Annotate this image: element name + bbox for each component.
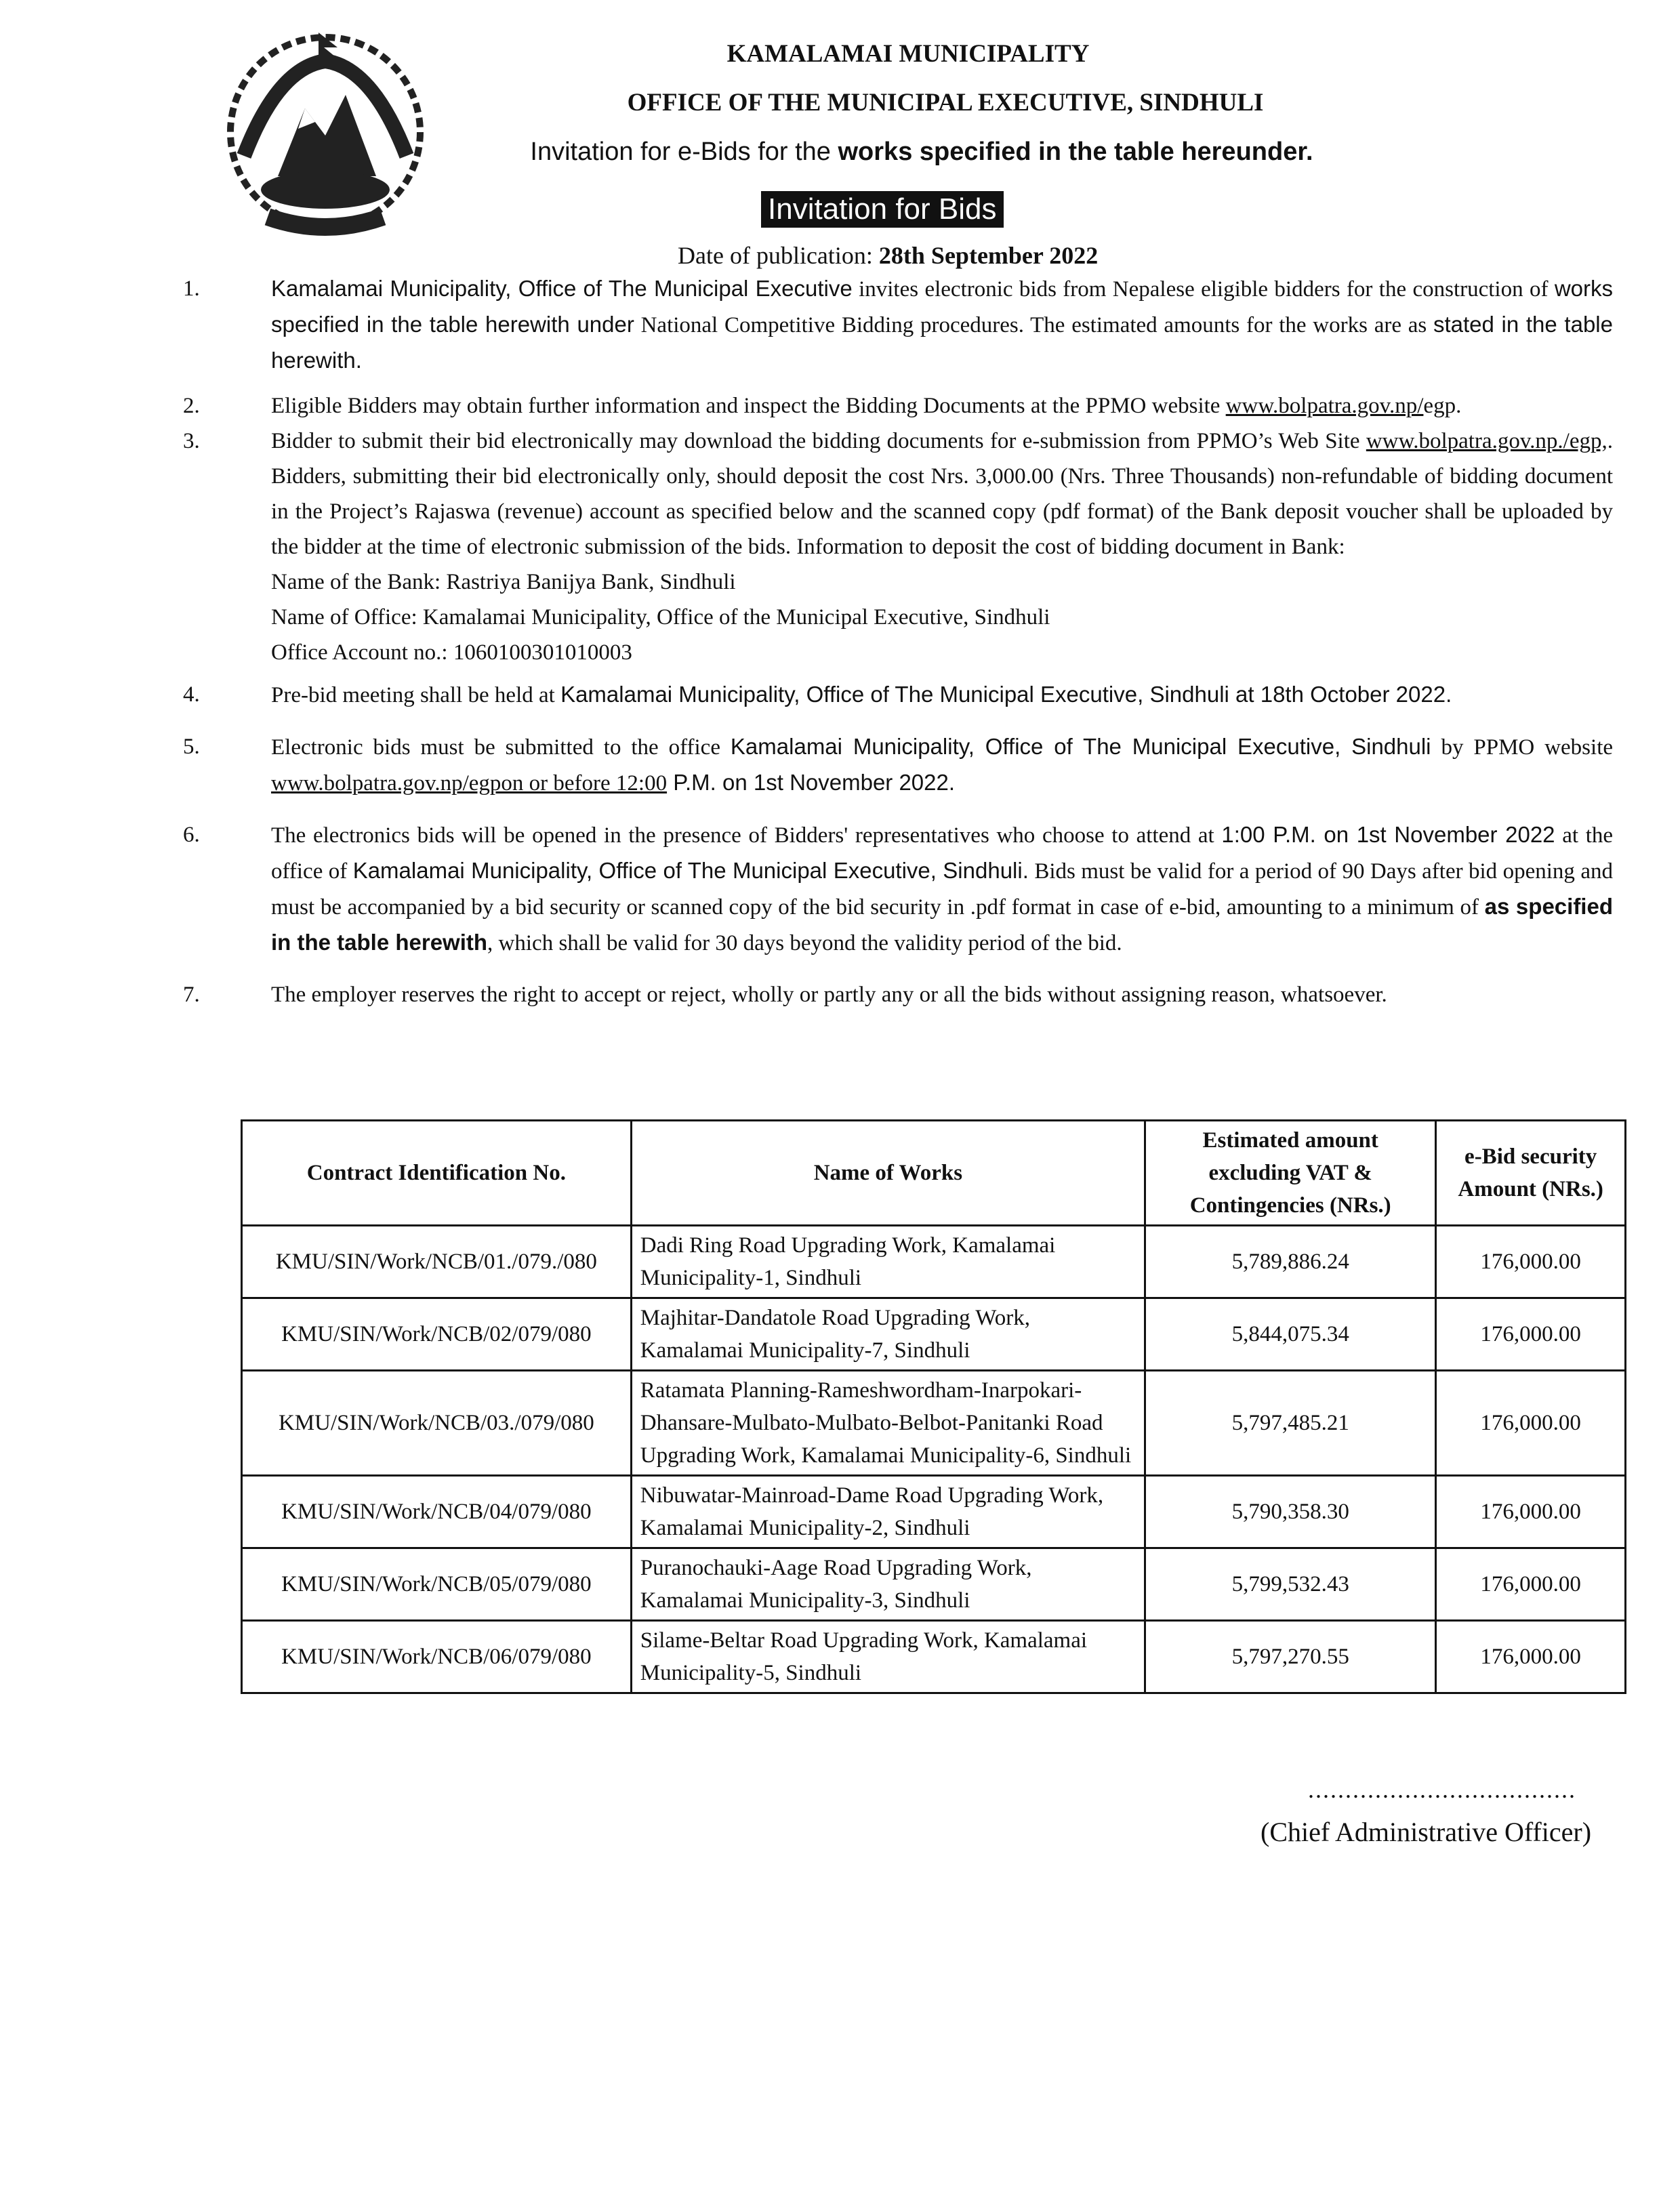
clause-text-part: invites electronic bids from Nepalese eligible bidders for the construction of [852, 277, 1555, 302]
table-row [242, 1621, 1626, 1693]
cell-bid-security: 176,000.00 [1436, 1371, 1626, 1476]
cell-name-of-works: Ratamata Planning-Rameshwordham-Inarpokari-Dhansare-Mulbato-Mulbato-Belbot-Panitanki Road Upgrading Work, Kamalamai Municipality-6, Sindhuli [631, 1371, 1145, 1476]
publication-date-value: 28th September 2022 [878, 242, 1099, 269]
clause-text-part: The electronics bids will be opened in the presence of Bidders' representatives who choose to attend at [271, 823, 1222, 848]
clause-number: 6. [183, 823, 200, 847]
cell-estimated-amount: 5,799,532.43 [1145, 1548, 1436, 1621]
cell-name-of-works: Puranochauki-Aage Road Upgrading Work, Kamalamai Municipality-3, Sindhuli [631, 1548, 1145, 1621]
col-header-estimated-amount: Estimated amount excluding VAT & Contingencies (NRs.) [1145, 1121, 1436, 1226]
cell-bid-security: 176,000.00 [1436, 1548, 1626, 1621]
cell-contract-id: KMU/SIN/Work/NCB/02/079/080 [242, 1298, 632, 1371]
clause-text [271, 271, 1613, 379]
clause-item [163, 977, 1613, 1012]
clause-text-part: Kamalamai Municipality, Office of The Municipal Executive, Sindhuli. [352, 858, 1029, 883]
clause-text-part: . Bidders, submitting their bid electronically only, should deposit the cost Nrs. 3,000.00 (Nrs. Three Thousands) non-refundable of bidding document in the Project’s Rajaswa (revenue) account as specified below and the scanned copy (pdf format) of the Bank deposit voucher shall be uploaded by the bidder at the time of electronic submission of the bids. Information to deposit the cost of bidding document in Bank: [271, 429, 1613, 559]
publication-date-label: Date of publication: [678, 242, 879, 269]
clause-text-part: Bidder to submit their bid electronically may download the bidding documents for e-submission from PPMO’s Web Site [271, 429, 1366, 453]
cell-estimated-amount: 5,797,270.55 [1145, 1621, 1436, 1693]
clause-number: 3. [183, 429, 200, 453]
clause-text [271, 677, 1613, 713]
clause-text-part: stated in the table herewith. [271, 312, 1613, 373]
ppmo-link[interactable]: www.bolpatra.gov.np/egpon or before 12:00 [271, 771, 668, 796]
clause-item [163, 388, 1613, 424]
table-row [242, 1371, 1626, 1476]
clause-text-part: Kamalamai Municipality, Office of The Municipal Executive, Sindhuli [560, 682, 1229, 707]
cell-name-of-works: Silame-Beltar Road Upgrading Work, Kamalamai Municipality-5, Sindhuli [631, 1621, 1145, 1693]
invitation-subtitle-bold: works specified in the table hereunder. [838, 138, 1313, 166]
clause-item [163, 424, 1613, 670]
publication-date [678, 241, 1098, 270]
table-row [242, 1476, 1626, 1548]
clause-text-part: egp. [1423, 394, 1462, 418]
clause-number: 5. [183, 735, 200, 759]
clause-text-part: 1:00 P.M. on 1st November 2022 [1221, 822, 1555, 847]
cell-bid-security: 176,000.00 [1436, 1226, 1626, 1298]
cell-name-of-works: Dadi Ring Road Upgrading Work, Kamalamai Municipality-1, Sindhuli [631, 1226, 1145, 1298]
clause-text [271, 977, 1613, 1012]
cell-contract-id: KMU/SIN/Work/NCB/03./079/080 [242, 1371, 632, 1476]
signatory-title: (Chief Administrative Officer) [1261, 1817, 1592, 1847]
col-header-contract-id: Contract Identification No. [242, 1121, 632, 1226]
cell-estimated-amount: 5,789,886.24 [1145, 1226, 1436, 1298]
cell-contract-id: KMU/SIN/Work/NCB/01./079./080 [242, 1226, 632, 1298]
office-name-line: Name of Office: Kamalamai Municipality, Office of the Municipal Executive, Sindhuli [271, 605, 1050, 629]
clause-text-part: at 18th October 2022. [1229, 682, 1452, 707]
invitation-banner: Invitation for Bids [761, 191, 1004, 228]
clause-text-part: P.M. on 1st November 2022. [667, 770, 956, 795]
col-header-name-of-works: Name of Works [631, 1121, 1145, 1226]
clause-text-part: National Competitive Bidding procedures. The estimated amounts for the works are as [634, 313, 1433, 337]
clause-list [163, 271, 1613, 1012]
clause-text [271, 388, 1613, 424]
clause-text [271, 424, 1613, 670]
clause-text [271, 729, 1613, 801]
clause-item [163, 729, 1613, 801]
clause-number: 2. [183, 394, 200, 418]
bank-name: Name of the Bank: Rastriya Banijya Bank, Sindhuli [271, 570, 736, 594]
cell-estimated-amount: 5,790,358.30 [1145, 1476, 1436, 1548]
clause-number: 7. [183, 983, 200, 1007]
ppmo-link[interactable]: www.bolpatra.gov.np/ [1225, 394, 1424, 418]
works-table [241, 1119, 1626, 1694]
nepal-emblem-icon [217, 20, 434, 237]
cell-contract-id: KMU/SIN/Work/NCB/05/079/080 [242, 1548, 632, 1621]
cell-bid-security: 176,000.00 [1436, 1476, 1626, 1548]
invitation-subtitle [474, 138, 1369, 167]
clause-text-part: Kamalamai Municipality, Office of The Municipal Executive, Sindhuli [730, 734, 1431, 759]
table-row [242, 1298, 1626, 1371]
cell-name-of-works: Majhitar-Dandatole Road Upgrading Work, Kamalamai Municipality-7, Sindhuli [631, 1298, 1145, 1371]
invitation-subtitle-text: Invitation for e-Bids for the [530, 138, 838, 166]
clause-number: 1. [183, 276, 200, 301]
cell-contract-id: KMU/SIN/Work/NCB/04/079/080 [242, 1476, 632, 1548]
cell-contract-id: KMU/SIN/Work/NCB/06/079/080 [242, 1621, 632, 1693]
clause-text-part: The employer reserves the right to accept or reject, wholly or partly any or all the bids without assigning reason, whatsoever. [271, 983, 1387, 1007]
clause-number: 4. [183, 682, 200, 707]
organization-name: KAMALAMAI MUNICIPALITY [726, 40, 1090, 68]
cell-bid-security: 176,000.00 [1436, 1298, 1626, 1371]
table-header-row [242, 1121, 1626, 1226]
table-row [242, 1548, 1626, 1621]
clause-text-part: by PPMO website [1431, 735, 1614, 760]
clause-item [163, 677, 1613, 713]
clause-text-part: works specified in the table herewith under [271, 276, 1613, 337]
clause-text-part: Eligible Bidders may obtain further information and inspect the Bidding Documents at the PPMO website [271, 394, 1226, 418]
cell-bid-security: 176,000.00 [1436, 1621, 1626, 1693]
table-row [242, 1226, 1626, 1298]
account-number: Office Account no.: 1060100301010003 [271, 640, 632, 665]
clause-text-part: , which shall be valid for 30 days beyond the validity period of the bid. [487, 931, 1122, 955]
clause-text [271, 817, 1613, 961]
clause-text-part: at the office of [271, 823, 1614, 884]
clause-text-part: Bids must be valid for a period of 90 Days after bid opening and must be accompanied by a bid security or scanned copy of the bid security in .pdf format in case of e-bid, amounting to a minimum of [271, 859, 1613, 920]
clause-item [163, 271, 1613, 379]
clause-text-part: as specified in the table herewith [271, 894, 1613, 955]
ppmo-link[interactable]: www.bolpatra.gov.np./egp, [1366, 429, 1607, 453]
cell-estimated-amount: 5,844,075.34 [1145, 1298, 1436, 1371]
cell-estimated-amount: 5,797,485.21 [1145, 1371, 1436, 1476]
signature-line: .................................... [1308, 1776, 1576, 1803]
clause-text-part: Electronic bids must be submitted to the office [271, 735, 731, 760]
clause-text-part: Kamalamai Municipality, Office of The Municipal Executive [271, 276, 853, 301]
office-name: OFFICE OF THE MUNICIPAL EXECUTIVE, SINDHULI [627, 89, 1264, 117]
clause-item [163, 817, 1613, 961]
clause-text-part: Pre-bid meeting shall be held at [271, 683, 561, 707]
cell-name-of-works: Nibuwatar-Mainroad-Dame Road Upgrading Work, Kamalamai Municipality-2, Sindhuli [631, 1476, 1145, 1548]
col-header-bid-security: e-Bid security Amount (NRs.) [1436, 1121, 1626, 1226]
